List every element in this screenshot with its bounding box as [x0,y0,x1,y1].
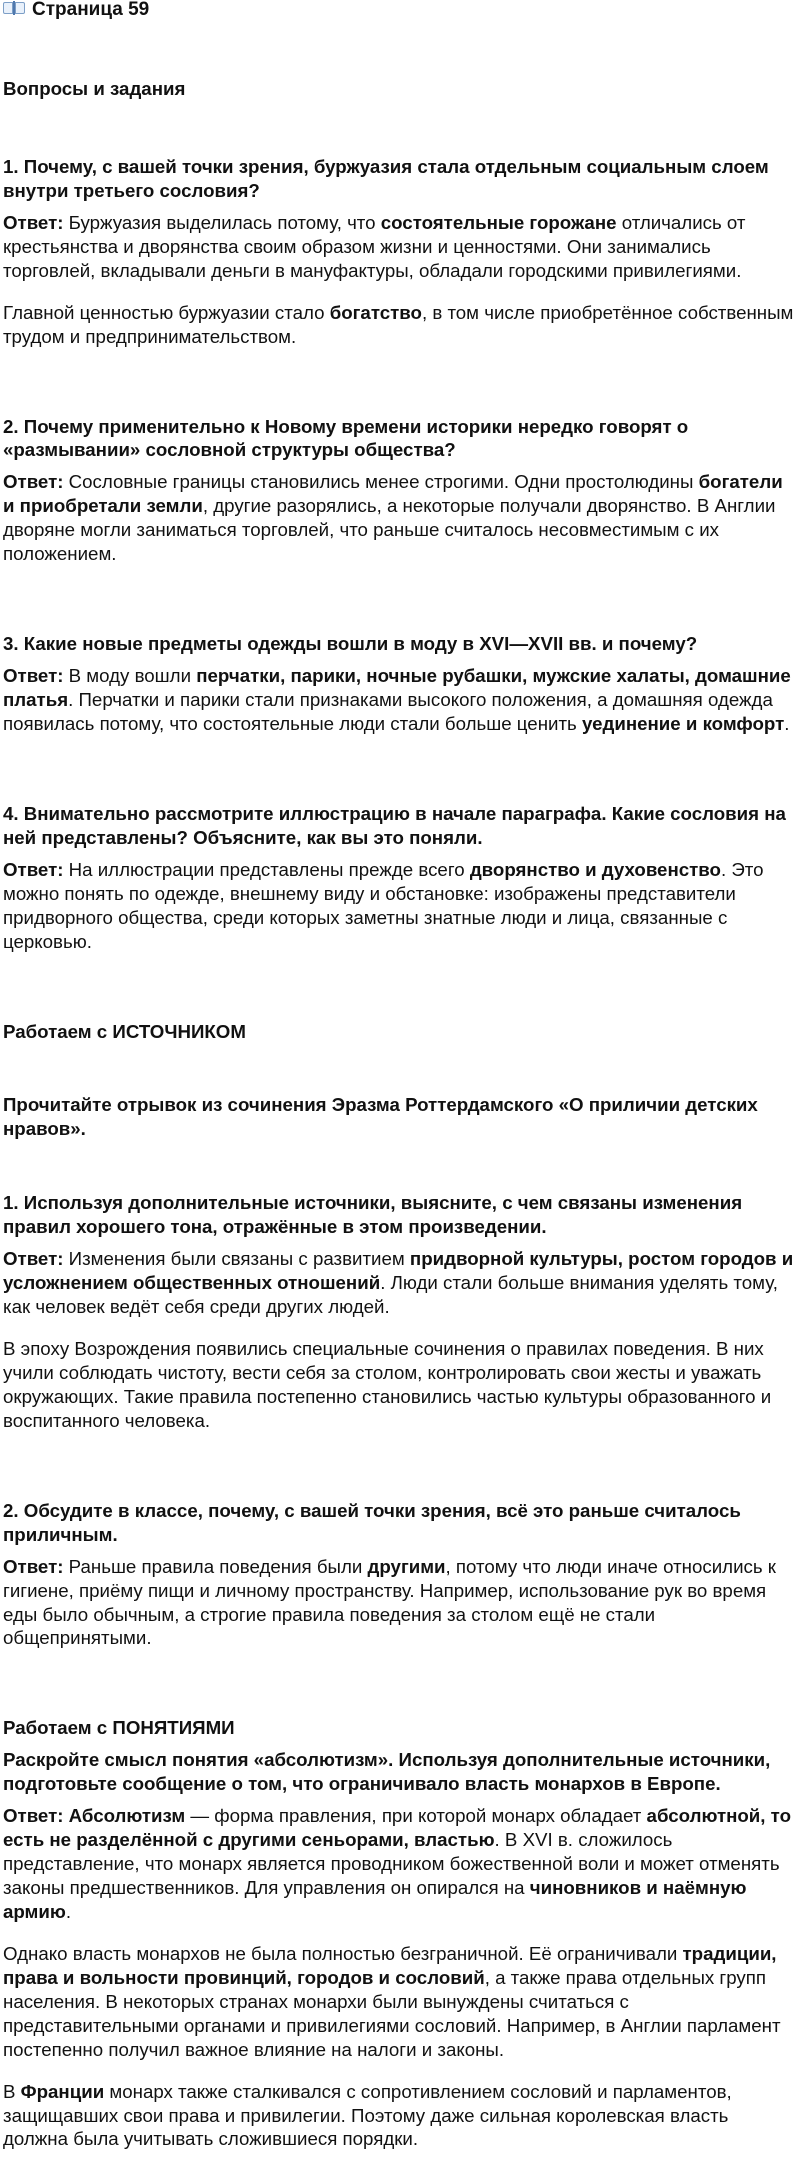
paragraph-bold-text: богатство [329,301,422,323]
question-1-paragraph-2 [3,301,797,349]
source-question-2-text: 2. Обсудите в классе, почему, с вашей точки зрения, всё это раньше считалось приличным. [3,1499,741,1545]
answer-bold-text: другими [367,1555,446,1577]
question-4 [3,802,797,954]
source-question-2-answer [3,1555,797,1651]
answer-text: Сословные границы становились менее строгими. Одни простолюдины [63,471,699,493]
question-3-text: 3. Какие новые предметы одежды вошли в моду в XVI—XVII вв. и почему? [3,633,698,655]
concepts-paragraph-3 [3,2080,797,2152]
answer-text: отличались от крестьянства и дворянства своим образом жизни и ценностями. Они занимались торговлей, вкладывали деньги в мануфактуры, обладали городскими привилегиями. [3,211,746,281]
answer-label: Ответ: [3,1555,64,1577]
answer-text: . [784,712,790,734]
book-icon [3,1,25,17]
source-question-1 [3,1191,797,1432]
source-question-1-answer [3,1247,797,1319]
page-title [3,0,797,19]
answer-text: , другие разорялись, а некоторые получали дворянство. В Англии дворяне могли заниматься торговлей, что раньше считалось несовместимым с их положением. [3,495,776,565]
question-1-answer [3,211,797,283]
answer-text: , потому что люди иначе относились к гигиене, приёму пищи и личному пространству. Например, использование рук во время еды было обычным, а строгие правила поведения за столом ещё не стали общепринятыми. [3,1555,776,1649]
answer-label: Ответ: [3,858,64,880]
source-section-title: Работаем с ИСТОЧНИКОМ [3,1020,246,1042]
source-question-2 [3,1499,797,1651]
paragraph-text: , а также права отдельных групп населения. В некоторых странах монархи были вынуждены считаться с представительными органами и привилегиями сословий. Например, в Англии парламент постепенно получил важное влияние на налоги и законы. [3,1966,781,2060]
answer-text: На иллюстрации представлены прежде всего [63,858,470,880]
answer-label: Ответ: [3,1248,64,1270]
answer-bold-text: придворной культуры, ростом городов и усложнением общественных отношений [3,1248,794,1294]
paragraph-text: В [3,2080,21,2102]
answer-bold-text: богатели и приобретали земли [3,471,783,517]
paragraph-bold-text: традиции, права и вольности провинций, городов и сословий [3,1942,777,1988]
answer-text: . Перчатки и парики стали признаками высокого положения, а домашняя одежда появилась потому, что состоятельные люди стали больше ценить [3,689,773,734]
paragraph-text: монарх также сталкивался с сопротивлением сословий и парламентов, защищавших свои права и привилегии. Поэтому даже сильная королевская власть должна была учитывать сложившиеся порядки. [3,2080,732,2150]
concepts-question [3,1748,797,2151]
question-2-text: 2. Почему применительно к Новому времени историки нередко говорят о «размывании» сословной структуры общества? [3,415,689,461]
concepts-section-title: Работаем с ПОНЯТИЯМИ [3,1717,235,1739]
answer-bold-text: абсолютной, то есть не разделённой с другими сеньорами, властью [3,1805,791,1851]
answer-label: Ответ: [3,211,64,233]
concepts-paragraph-2 [3,1942,797,2062]
paragraph-bold-text: Франции [20,2080,105,2102]
answer-bold-text: уединение и комфорт [581,712,785,734]
question-4-text: 4. Внимательно рассмотрите иллюстрацию в начале параграфа. Какие сословия на ней представлены? Объясните, как вы это поняли. [3,802,786,848]
answer-label: Ответ: Абсолютизм [3,1805,186,1827]
answer-text: Изменения были связаны с развитием [63,1248,410,1270]
source-question-1-paragraph-2: В эпоху Возрождения появились специальные сочинения о правилах поведения. В них учили соблюдать чистоту, вести себя за столом, контролировать свои жесты и уважать окружающих. Такие правила постепенно становились частью культуры образованного и воспитанного человека. [3,1338,772,1431]
answer-text: . В XVI в. сложилось представление, что монарх является проводником божественной воли и может отменять законы предшественников. Для управления он опирался на [3,1829,780,1898]
question-2 [3,415,797,567]
answer-text: В моду вошли [63,665,197,687]
answer-text: . Люди стали больше внимания уделять тому, как человек ведёт себя среди других людей. [3,1272,778,1318]
source-question-1-text: 1. Используя дополнительные источники, выясните, с чем связаны изменения правил хорошего тона, отражённые в этом произведении. [3,1192,743,1238]
question-1 [3,155,797,349]
answer-bold-text: чиновников и наёмную армию [3,1877,747,1922]
paragraph-text: , в том числе приобретённое собственным трудом и предпринимательством. [3,301,794,347]
source-task: Прочитайте отрывок из сочинения Эразма Роттердамского «О приличии детских нравов». [3,1094,758,1140]
answer-bold-text: дворянство и духовенство [469,858,721,880]
answer-text: Раньше правила поведения были [63,1555,368,1577]
page-title-text: Страница 59 [32,0,150,20]
paragraph-text: Однако власть монархов не была полностью безграничной. Её ограничивали [3,1942,683,1964]
answer-text: . [65,1900,72,1922]
answer-text: Буржуазия выделилась потому, что [63,211,381,233]
answer-label: Ответ: [3,665,64,687]
answer-text: . Это можно понять по одежде, внешнему виду и обстановке: изображены представители придворного общества, среди которых заметны знатные люди и лица, связанные с церковью. [3,858,764,952]
question-4-answer [3,858,797,954]
answer-bold-text: состоятельные горожане [380,211,617,233]
question-2-answer [3,470,797,566]
paragraph-text: Главной ценностью буржуазии стало [3,301,330,323]
question-3 [3,632,797,736]
concepts-question-text: Раскройте смысл понятия «абсолютизм». Используя дополнительные источники, подготовьте сообщение о том, что ограничивало власть монархов в Европе. [3,1749,771,1795]
question-1-text: 1. Почему, с вашей точки зрения, буржуазия стала отдельным социальным слоем внутри третьего сословия? [3,155,769,201]
answer-text: — форма правления, при которой монарх обладает [185,1805,647,1827]
questions-section-title: Вопросы и задания [3,78,186,99]
concepts-answer [3,1804,797,1924]
answer-label: Ответ: [3,471,64,493]
answer-bold-text: перчатки, парики, ночные рубашки, мужские халаты, домашние платья [3,665,791,710]
question-3-answer [3,664,797,736]
